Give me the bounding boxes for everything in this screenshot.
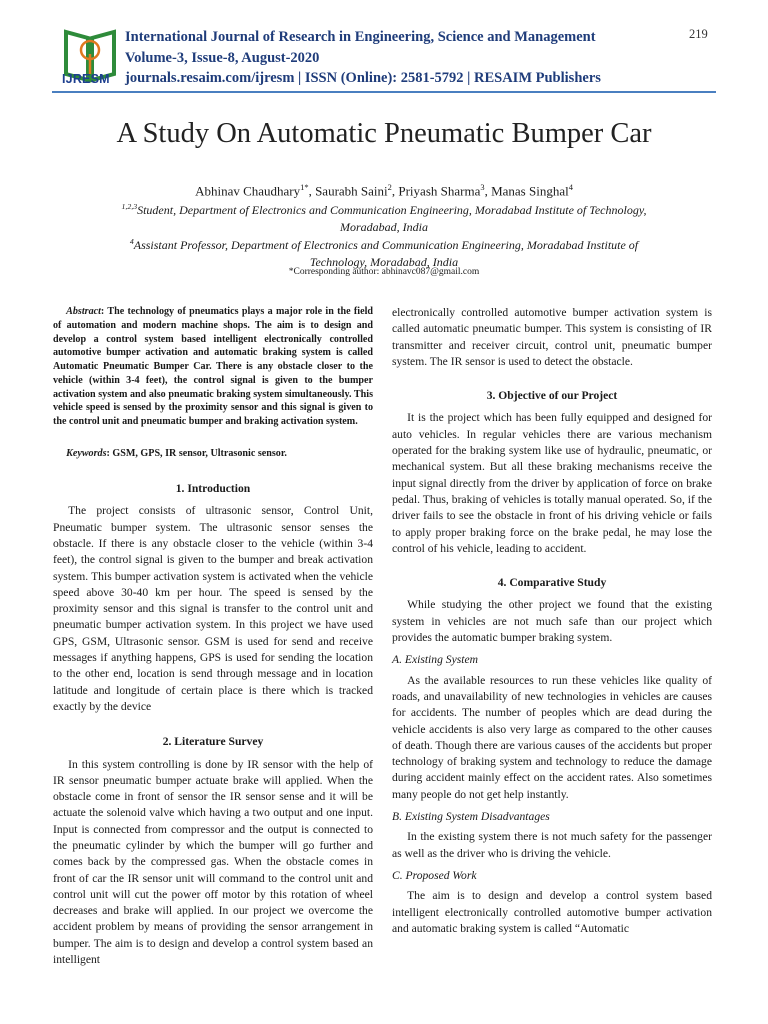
author: Saurabh Saini — [315, 183, 388, 199]
abstract — [53, 305, 373, 429]
abstract-text: : The technology of pneumatics plays a major role in the field of automation and modern machine shops. The aim is to design and develop a control system based intelligent electronically controlled automotive bumper activation and automatic braking system is called Automatic Pneumatic Bumper Car. There is any obstacle closer to the vehicle (within 3-4 feet), the control signal is given to the bumper activation system and also pneumatic braking system simultaneously. This vehicle speed is sensed by the proximity sensor and this signal is given to the control unit and pneumatic bumper and braking activation system. — [53, 306, 373, 427]
journal-info: journals.resaim.com/ijresm | ISSN (Online): 2581-5792 | RESAIM Publishers — [125, 70, 601, 86]
keywords — [53, 446, 373, 462]
paragraph: While studying the other project we found that the existing system in vehicles are not much safe than our project which provides the automatic bumper braking system. — [392, 598, 712, 645]
affiliation-sup: 1,2,3 — [121, 202, 138, 211]
paragraph: electronically controlled automotive bumper activation system is called automatic pneumatic bumper. This system is consisting of IR transmitter and receiver circuit, control unit, pneumatic bumper system. The IR sensor is used to detect the obstacle. — [392, 306, 712, 368]
author-sup: 1* — [300, 182, 309, 192]
affiliation — [100, 198, 668, 236]
section-heading: 1. Introduction — [175, 482, 251, 496]
journal-volume: Volume-3, Issue-8, August-2020 — [125, 49, 320, 66]
author-sup: 2 — [387, 182, 392, 192]
paragraph: In the existing system there is not much safety for the passenger as well as the driver who is driving the vehicle. — [392, 830, 712, 860]
journal-name: International Journal of Research in Engineering, Science and Management — [125, 29, 596, 45]
affiliation-line: Moradabad, India — [340, 220, 428, 234]
paragraph: The aim is to design and develop a control system based intelligent electronically controlled automotive bumper activation and automatic braking system is called “Automatic — [392, 889, 712, 935]
affiliation-line: Assistant Professor, Department of Electronics and Communication Engineering, Moradabad Institute of — [133, 238, 639, 252]
section-heading: 2. Literature Survey — [162, 735, 264, 749]
affiliation-sup: 4 — [129, 237, 134, 246]
left-column — [53, 305, 373, 968]
affiliation-line: Technology, Moradabad, India — [309, 255, 459, 269]
subsection-heading: C. Proposed Work — [392, 868, 477, 882]
keywords-text: : GSM, GPS, IR sensor, Ultrasonic sensor. — [106, 447, 287, 459]
subsection-heading: B. Existing System Disadvantages — [392, 810, 550, 824]
paper-title: A Study On Automatic Pneumatic Bumper Car — [116, 118, 652, 149]
corresponding-author: *Corresponding author: abhinavc087@gmail.com — [288, 267, 480, 277]
author: Priyash Sharma — [398, 183, 481, 199]
abstract-label: Abstract — [66, 306, 101, 317]
logo-text: IJRESM — [62, 72, 110, 86]
section-heading: 3. Objective of our Project — [486, 389, 618, 403]
page-number: 219 — [689, 27, 708, 41]
affiliation-line: Student, Department of Electronics and Communication Engineering, Moradabad Institute of Technology, — [137, 203, 647, 217]
author: Abhinav Chaudhary — [195, 183, 301, 199]
journal-header — [125, 27, 601, 89]
author-sup: 3 — [480, 182, 485, 192]
paragraph: In this system controlling is done by IR sensor with the help of IR sensor pneumatic bumper actuate brake will applied. When the obstacle come in front of sensor the IR sensor sense and it will be actuate the solenoid valve which having a two output and one input. Input is connected from compressor and the output is connected to the pneumatic cylinder by which the bumper will go further and comes back by the compressed gas. When the obstacle comes in front of car the IR sensor unit will command to the control unit and control unit will cut the power off motor by this rotation of wheel decreases and brake will applied. In our project we overcome the accident problem by means of providing the sensor arrangement in bumper. The aim is to design and develop a control system based an intelligent — [53, 757, 373, 967]
author-list: Abhinav Chaudhary$^{1*}$, Saurabh Saini$^2$, Priyash Sharma$^3$, Manas Singhal$^4$ — [195, 182, 573, 199]
subsection-heading: A. Existing System — [392, 653, 478, 667]
paragraph: It is the project which has been fully equipped and designed for auto vehicles. In regular vehicles there are various mechanism operated for the braking system like use of hydraulic, pneumatic, or mechanical system. But all these braking mechanisms receive the input signal directly from the driver by application of force on brake pedal. Thus, braking of vehicles is totally manual operated. So, if the driver fails to see the obstacle in front of his driving vehicle or fails to apply proper braking force on the brake pedal, he may lose the control of his vehicle, leading to accident. — [392, 411, 712, 555]
affiliation — [100, 233, 668, 271]
author: Manas Singhal — [491, 183, 569, 199]
right-column — [392, 305, 712, 937]
section-heading: 4. Comparative Study — [497, 576, 607, 590]
paragraph: The project consists of ultrasonic sensor, Control Unit, Pneumatic bumper system. The ultrasonic sensor senses the obstacle. If there is any obstacle closer to the vehicle (within 3-4 feet), the control signal is given to the bumper and break activation system. This bumper activation system is activated when the vehicle speed above 30-40 km per hour. The speed is sensed by the proximity sensor and this signal is transfer to the control unit and pneumatic bumper activation system. In this project we have used GPS, GSM, Ultrasonic sensor. GSM is used for send and receive messages if anything happens, GPS is used for sending the location to the other end, location is send through message and in location latitude and longitude of certain place is there which is tracked exactly by the device — [53, 504, 373, 713]
paragraph: As the available resources to run these vehicles like quality of roads, and unavailability of new technologies in vehicles are causes for accidents. The number of peoples which are dead during the vehicle accidents is also very large as compared to the other causes of death. Though there are various causes of the accidents but proper technology of braking system and technology to reduce the damage during accident mainly effect on the accident rates. Also sometimes many people do not get help instantly. — [392, 673, 712, 801]
header-rule — [52, 91, 716, 93]
author-sup: 4 — [568, 182, 573, 192]
keywords-label: Keywords — [66, 447, 107, 459]
